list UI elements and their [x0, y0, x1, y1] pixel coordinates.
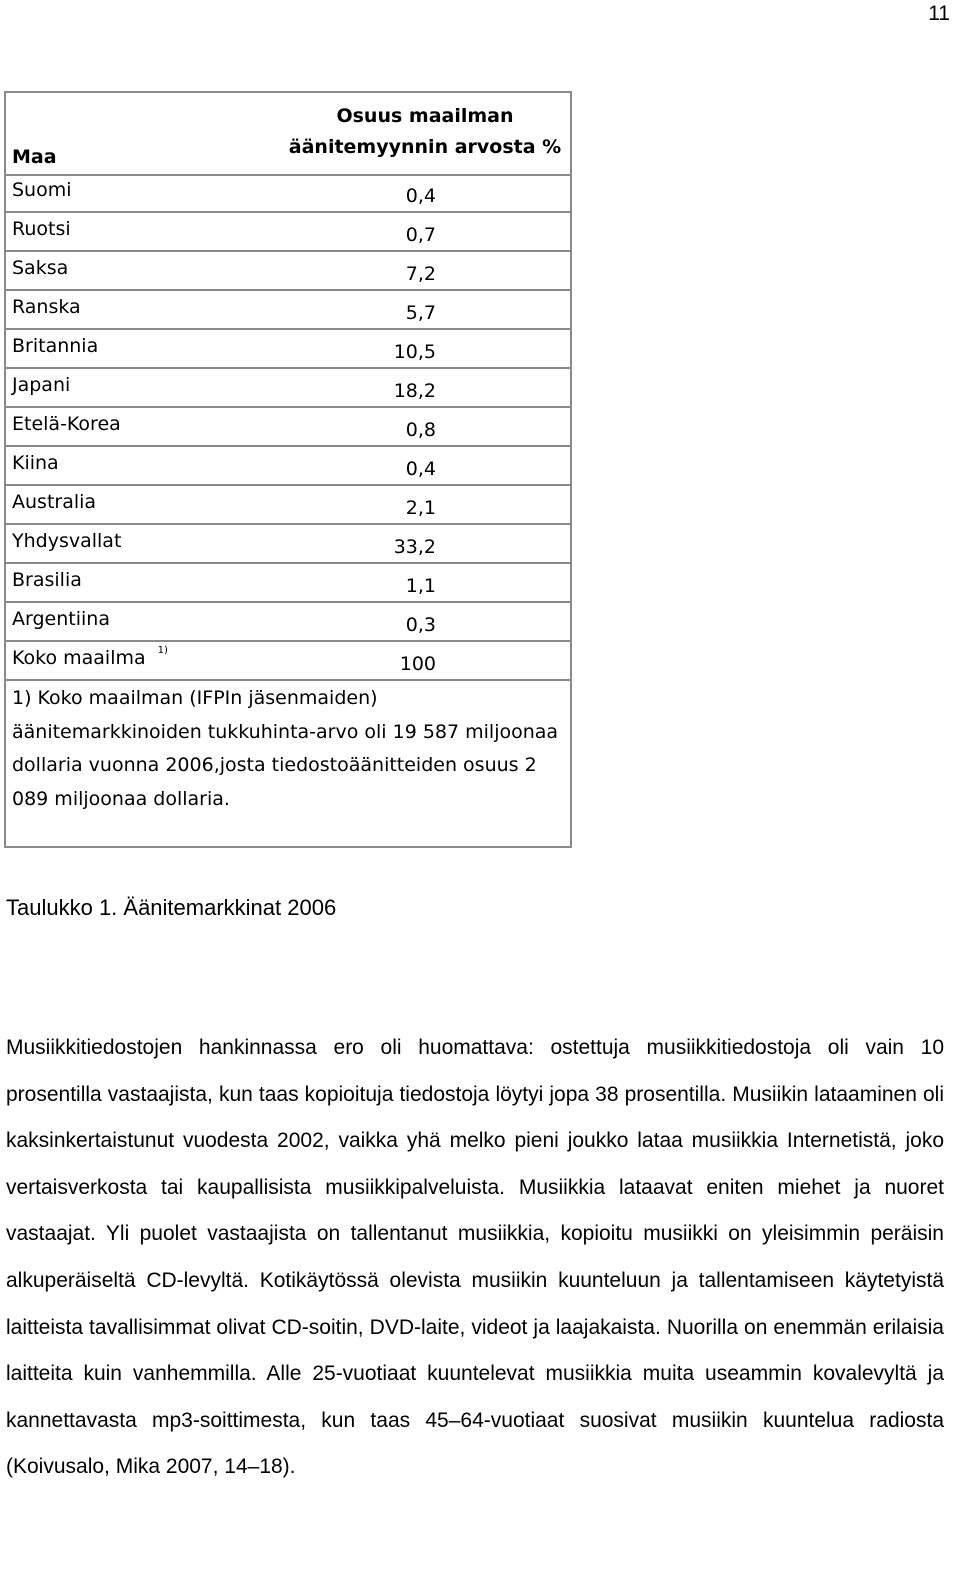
table-header: [6, 93, 570, 176]
table-row: [6, 213, 570, 252]
share-cell: 0,8: [405, 419, 436, 441]
share-cell: 18,2: [393, 380, 436, 402]
page-number: 11: [928, 2, 950, 25]
share-cell: 1,1: [405, 575, 436, 597]
table-caption: Taulukko 1. Äänitemarkkinat 2006: [6, 895, 337, 920]
header-country: Maa: [12, 146, 57, 168]
country-cell: Saksa: [12, 257, 69, 279]
share-cell: 5,7: [405, 302, 436, 324]
table-row: [6, 486, 570, 525]
table-row: [6, 564, 570, 603]
share-cell: 2,1: [405, 497, 436, 519]
table-row: [6, 447, 570, 486]
country-cell: Brasilia: [12, 569, 82, 591]
share-cell: 0,4: [405, 185, 436, 207]
share-cell: 0,7: [405, 224, 436, 246]
country-cell: Britannia: [12, 335, 99, 357]
country-cell: Australia: [12, 491, 97, 513]
table-footnote: 1) Koko maailman (IFPIn jäsenmaiden) äänitemarkkinoiden tukkuhinta-arvo oli 19 587 miljoonaa dollaria vuonna 2006,josta tiedostoäänitteiden osuus 2 089 miljoonaa dollaria.: [12, 687, 559, 810]
country-cell: Etelä-Korea: [12, 413, 121, 435]
country-cell: Argentiina: [12, 608, 110, 630]
country-cell: Suomi: [12, 179, 72, 201]
table-row: [6, 330, 570, 369]
table-row: [6, 603, 570, 642]
share-cell: 0,4: [405, 458, 436, 480]
country-cell: Ruotsi: [12, 218, 71, 240]
table-row: [6, 525, 570, 564]
country-cell-wrap: [12, 647, 168, 669]
share-cell: 10,5: [393, 341, 436, 363]
footnote-marker: 1): [157, 645, 168, 656]
share-cell: 7,2: [405, 263, 436, 285]
country-cell: Ranska: [12, 296, 81, 318]
table-row: [6, 174, 570, 213]
country-cell: Koko maailma: [12, 647, 146, 669]
table-row: [6, 642, 570, 681]
table-row: [6, 369, 570, 408]
share-cell: 0,3: [405, 614, 436, 636]
country-cell: Japani: [12, 374, 71, 396]
body-paragraph: Musiikkitiedostojen hankinnassa ero oli huomattava: ostettuja musiikkitiedostoja oli vain 10 prosentilla vastaajista, kun taas kopioituja tiedostoja löytyi jopa 38 prosentilla. Musiikin lataaminen oli kaksinkertaistunut vuodesta 2002, vaikka yhä melko pieni joukko lataa musiikkia Internetistä, joko vertaisverkosta tai kaupallisista musiikkipalveluista. Musiikkia lataavat eniten miehet ja nuoret vastaajat. Yli puolet vastaajista on tallentanut musiikkia, kopioitu musiikki on yleisimmin peräisin alkuperäiseltä CD-levyltä. Kotikäytössä olevista musiikin kuunteluun ja tallentamiseen käytetyistä laitteista tavallisimmat olivat CD-soitin, DVD-laite, videot ja laajakaista. Nuorilla on enemmän erilaisia laitteita kuin vanhemmilla. Alle 25-vuotiaat kuuntelevat musiikkia muita useammin kovalevyltä ja kannettavasta mp3-soittimesta, kun taas 45–64-vuotiaat suosivat musiikin kuuntelua radiosta (Koivusalo, Mika 2007, 14–18).: [6, 1036, 944, 1479]
table-row: [6, 291, 570, 330]
country-cell: Yhdysvallat: [12, 530, 122, 552]
table-row: [6, 408, 570, 447]
header-share: Osuus maailman äänitemyynnin arvosta %: [288, 105, 562, 158]
market-share-table: [4, 91, 572, 848]
country-cell: Kiina: [12, 452, 59, 474]
share-cell: 100: [399, 653, 436, 675]
share-cell: 33,2: [393, 536, 436, 558]
table-row: [6, 252, 570, 291]
